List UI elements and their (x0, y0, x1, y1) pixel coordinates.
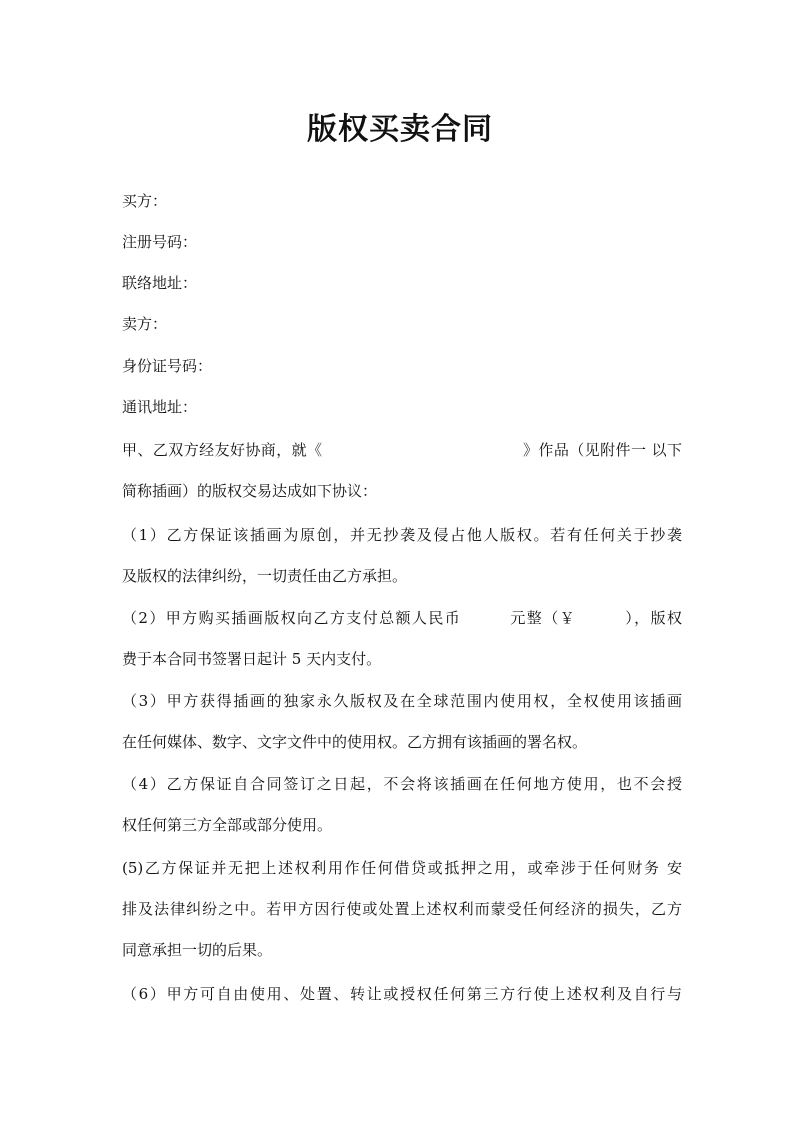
clause-6-line-1: （6）甲方可自由使用、处置、转让或授权任何第三方行使上述权利及自行与 (122, 985, 682, 1003)
clause-5-line-1: (5)乙方保证并无把上述权利用作任何借贷或抵押之用，或牵涉于任何财务 安 (122, 859, 682, 877)
clause-4-line-2: 权任何第三方全部或部分使用。 (122, 816, 333, 834)
clause-1 (122, 515, 682, 597)
clause-2 (122, 598, 682, 680)
clause-5-line-2: 排及法律纠纷之中。若甲方因行使或处置上述权利而蒙受任何经济的损失，乙方 (122, 900, 682, 918)
seller-field: 卖方： (122, 315, 168, 333)
clause-1-line-2: 及版权的法律纠纷，一切责任由乙方承担。 (122, 567, 408, 585)
clause-5-line-3: 同意承担一切的后果。 (122, 941, 273, 959)
intro-paragraph (122, 430, 682, 512)
clause-3 (122, 681, 682, 763)
document-title: 版权买卖合同 (307, 112, 493, 147)
intro-line-2: 简称插画）的版权交易达成如下协议： (122, 482, 378, 500)
clause-2-line-2: 费于本合同书签署日起计 5 天内支付。 (122, 650, 382, 668)
clause-3-line-1: （3）甲方获得插画的独家永久版权及在全球范围内使用权，全权使用该插画 (122, 692, 682, 710)
registration-number-field: 注册号码： (122, 233, 198, 251)
buyer-field: 买方： (122, 192, 168, 210)
clause-3-line-2: 在任何媒体、数字、文字文件中的使用权。乙方拥有该插画的署名权。 (122, 733, 588, 751)
intro-line-1: 甲、乙双方经友好协商，就《 》作品（见附件一 以下 (122, 441, 682, 459)
clause-4-line-1: （4）乙方保证自合同签订之日起，不会将该插画在任何地方使用，也不会授 (122, 775, 682, 793)
clause-1-line-1: （1）乙方保证该插画为原创，并无抄袭及侵占他人版权。若有任何关于抄袭 (122, 526, 682, 544)
clause-2-line-1: （2）甲方购买插画版权向乙方支付总额人民币 元整（￥ ），版权 (122, 609, 682, 627)
id-number-field: 身份证号码： (122, 357, 213, 375)
clause-4 (122, 764, 682, 846)
contact-address-field: 联络地址： (122, 274, 198, 292)
mailing-address-field: 通讯地址： (122, 398, 198, 416)
clause-5 (122, 848, 682, 971)
clause-6 (122, 974, 682, 1015)
